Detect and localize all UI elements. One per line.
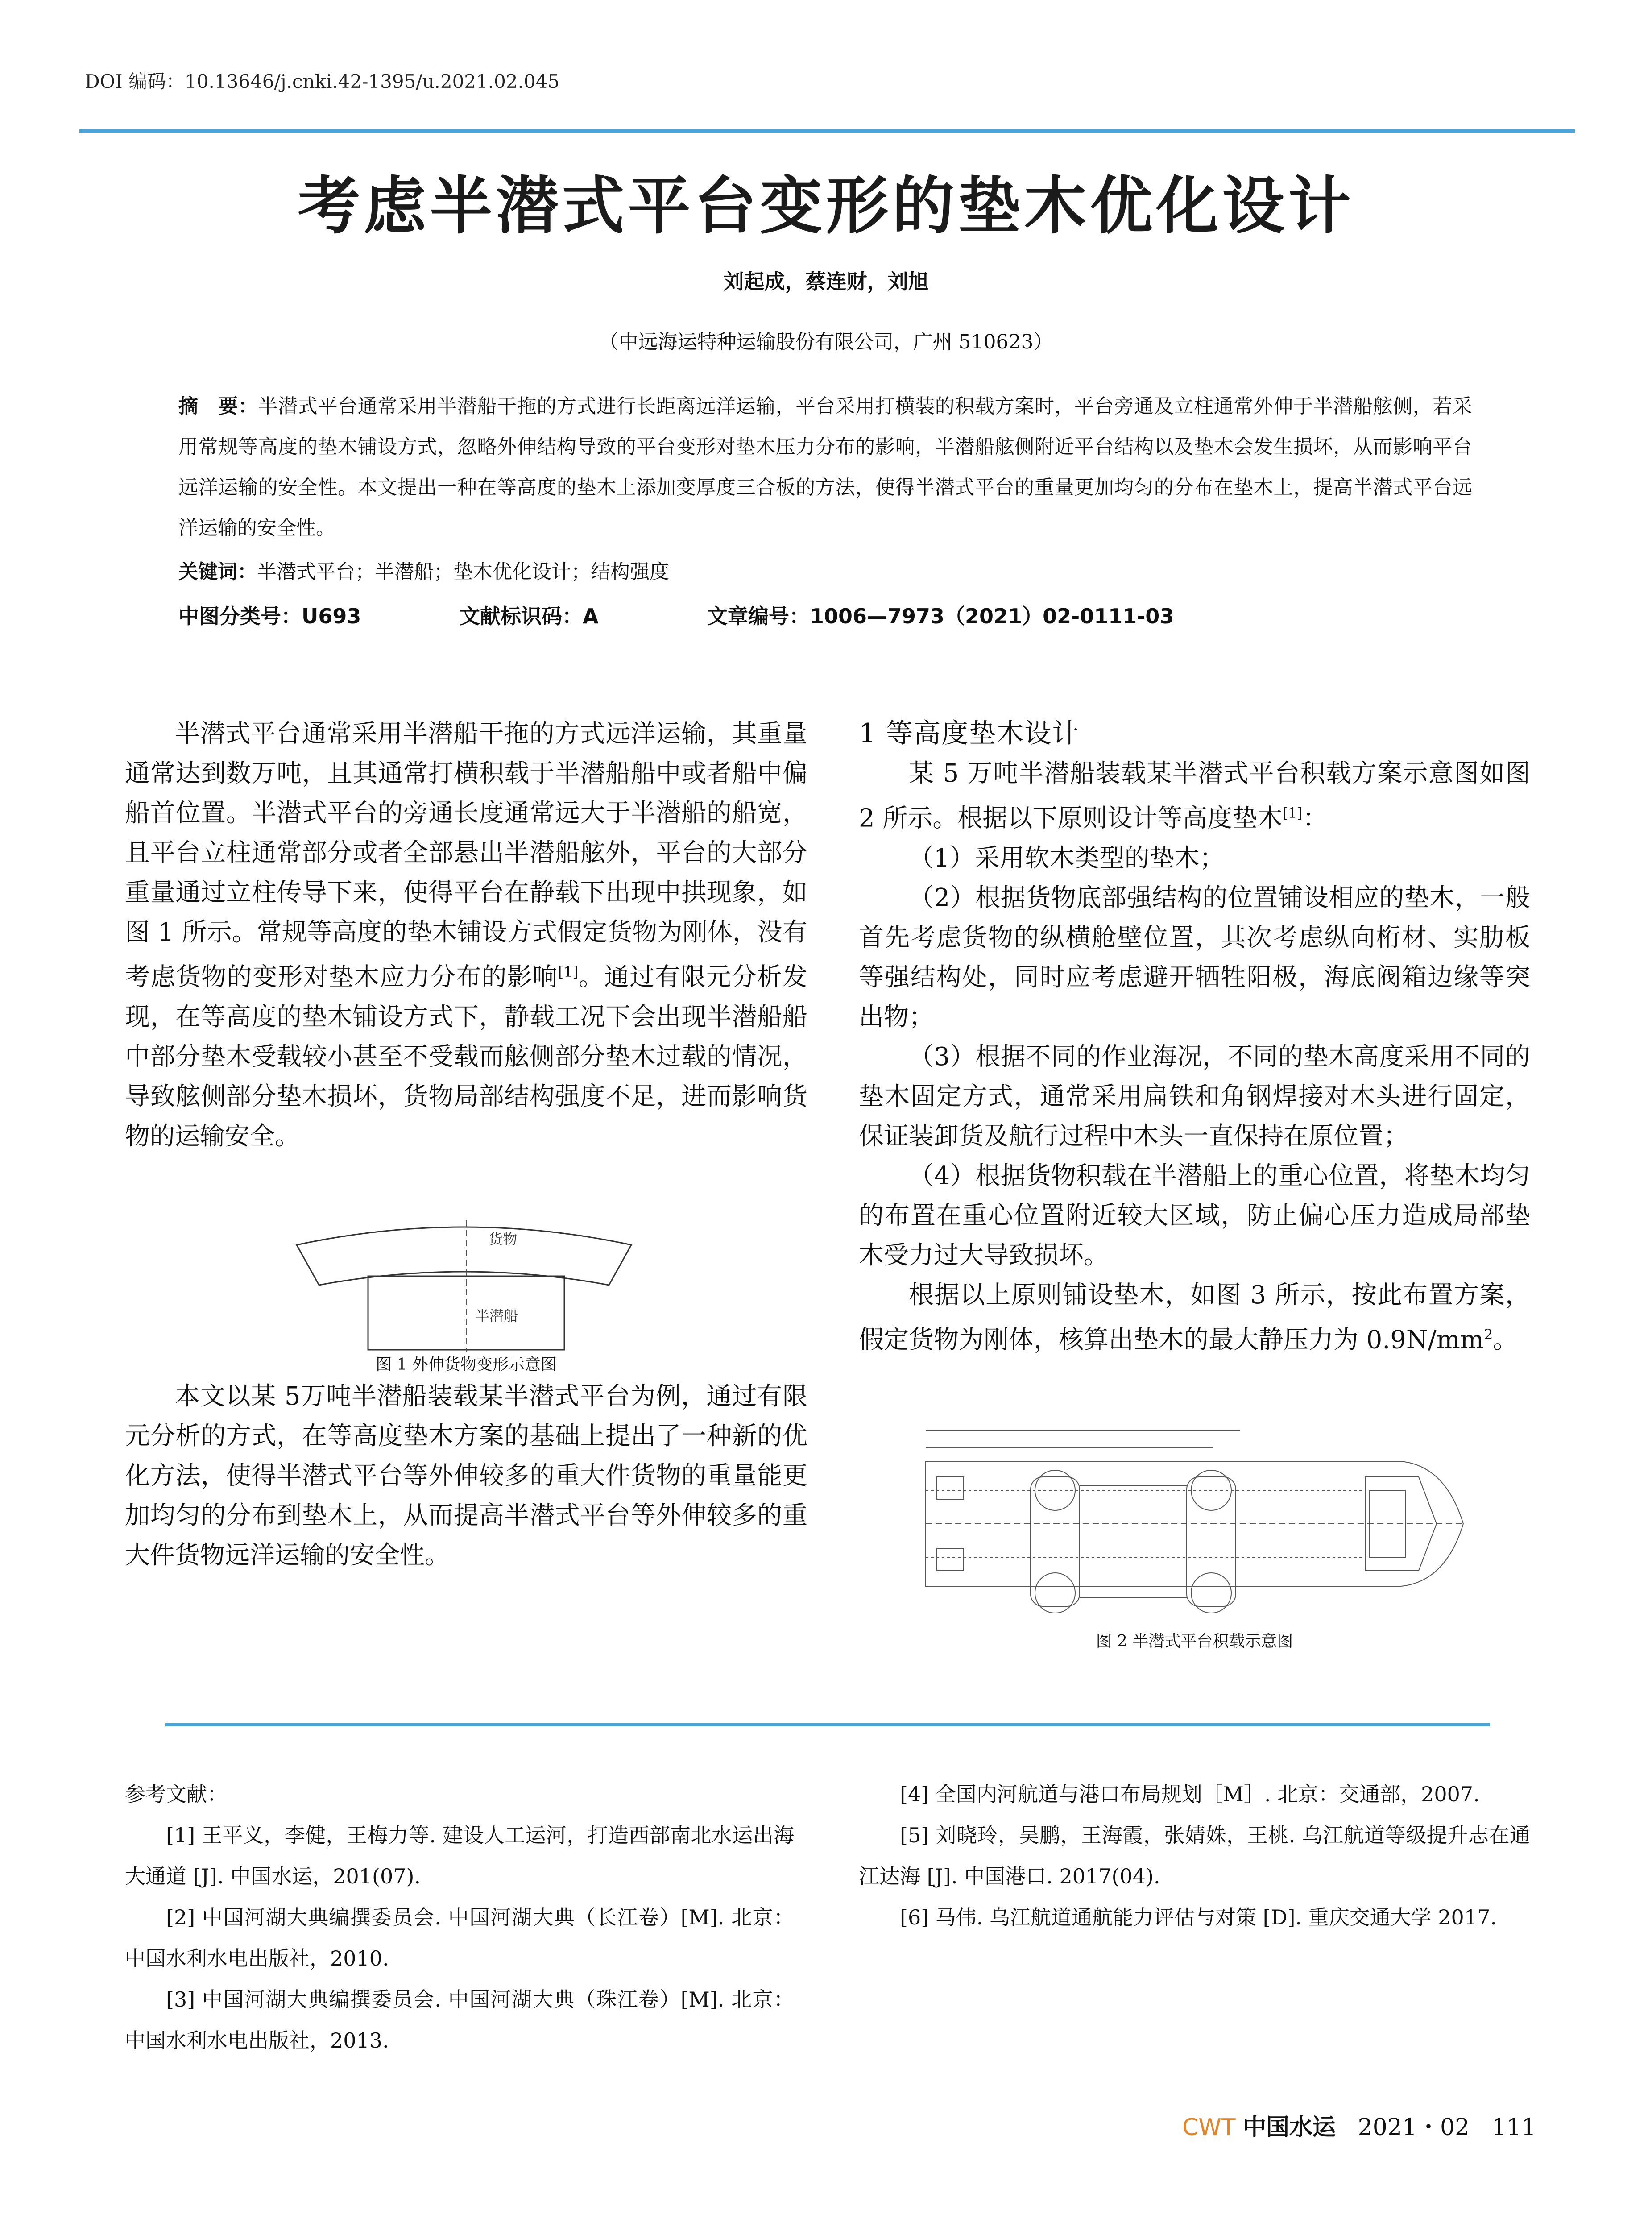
reference-item: [4] 全国内河航道与港口布局规划［M］. 北京：交通部，2007.: [900, 1782, 1480, 1806]
method-paragraph: 本文以某 5万吨半潜船装载某半潜式平台为例，通过有限元分析的方式，在等高度垫木方案的基础上提出了一种新的优化方法，使得半潜式平台等外伸较多的重大件货物的重量能更加均匀的分布到垫木上，从而提高半潜式平台等外伸较多的重大件货物远洋运输的安全性。: [125, 1382, 807, 1570]
header-rule: [79, 129, 1575, 133]
references-right: [859, 1774, 1530, 1938]
platform-column: [1191, 1573, 1231, 1613]
platform-pontoon: [1031, 1477, 1080, 1606]
principle-3: （3）根据不同的作业海况，不同的垫木高度采用不同的垫木固定方式，通常采用扁铁和角钢焊接对木头进行固定，保证装卸货及航行过程中木头一直保持在原位置；: [859, 1042, 1530, 1151]
abstract-text: 半潜式平台通常采用半潜船干拖的方式进行长距离远洋运输，平台采用打横装的积载方案时，平台旁通及立柱通常外伸于半潜船舷侧，若采用常规等高度的垫木铺设方式，忽略外伸结构导致的平台变形对垫木压力分布的影响，半潜船舷侧附近平台结构以及垫木会发生损坏，从而影响平台远洋运输的安全性。本文提出一种在等高度的垫木上添加变厚度三合板的方法，使得半潜式平台的重量更加均匀的分布在垫木上，提高半潜式平台远洋运输的安全性。: [178, 395, 1472, 539]
reference-item: [5] 刘晓玲，吴鹏，王海霞，张婧姝，王桃. 乌江航道等级提升志在通江达海 [J]. 中国港口. 2017(04).: [859, 1823, 1530, 1888]
figure-2-caption: 图 2 半潜式平台积载示意图: [1096, 1632, 1293, 1650]
figure-1-diagram: [294, 1218, 633, 1356]
keywords-label: 关键词：: [178, 560, 257, 583]
principle-2: （2）根据货物底部强结构的位置铺设相应的垫木，一般首先考虑货物的纵横舱壁位置，其次考虑纵向桁材、实肋板等强结构处，同时应考虑避开牺牲阳极，海底阀箱边缘等突出物；: [859, 883, 1530, 1032]
reference-item: [6] 马伟. 乌江航道通航能力评估与对策 [D]. 重庆交通大学 2017.: [900, 1905, 1497, 1929]
left-column: [125, 714, 807, 1156]
section-1-title: 1 等高度垫木设计: [859, 718, 1080, 749]
reference-item: [2] 中国河湖大典编撰委员会. 中国河湖大典（长江卷）[M]. 北京：中国水利水电出版社，2010.: [125, 1905, 794, 1970]
superscript-2: 2: [1483, 1326, 1493, 1343]
reference-item: [1] 王平义，李健，王梅力等. 建设人工运河，打造西部南北水运出海大通道 [J]. 中国水运，201(07).: [125, 1823, 794, 1888]
cargo-label: 货物: [489, 1231, 518, 1248]
page-footer: [1182, 2108, 1536, 2142]
result-paragraph: 根据以上原则铺设垫木，如图 3 所示，按此布置方案，假定货物为刚体，核算出垫木的最大静压力为 $0.9N/mm^2$。: [859, 1280, 1530, 1355]
principle-4: （4）根据货物积载在半潜船上的重心位置，将垫木均匀的布置在重心位置附近较大区域，防止偏心压力造成局部垫木受力过大导致损坏。: [859, 1161, 1530, 1270]
abstract-label: 摘 要：: [178, 395, 258, 418]
principle-1: （1）采用软木类型的垫木；: [909, 843, 1225, 873]
figure-1-caption: 图 1 外伸货物变形示意图: [376, 1356, 557, 1374]
left-column-continued: [125, 1377, 807, 1575]
abstract: [178, 386, 1472, 548]
authors: 刘起成，蔡连财，刘旭: [723, 270, 929, 294]
brand-logo: CWT: [1182, 2114, 1236, 2141]
references-left: [125, 1774, 794, 2061]
section-intro: 某 5 万吨半潜船装载某半潜式平台积载方案示意图如图 2 所示。根据以下原则设计等高度垫木[1]：: [859, 759, 1530, 833]
doi-line: DOI 编码：10.13646/j.cnki.42-1395/u.2021.02.045: [85, 70, 560, 92]
clc-code: 中图分类号：U693: [178, 604, 361, 628]
citation-ref: [1]: [558, 963, 579, 980]
reference-item: [3] 中国河湖大典编撰委员会. 中国河湖大典（珠江卷）[M]. 北京：中国水利水电出版社，2013.: [125, 1987, 794, 2053]
figure-2-diagram: [919, 1423, 1468, 1624]
platform-pontoon: [1187, 1477, 1236, 1606]
keywords-text: 半潜式平台；半潜船；垫木优化设计；结构强度: [257, 560, 669, 583]
journal-name: 中国水运: [1243, 2114, 1336, 2141]
document-code: 文献标识码：A: [460, 604, 599, 628]
right-column: [859, 714, 1530, 1360]
keywords: [178, 556, 1472, 584]
stern-detail: [937, 1548, 964, 1571]
paper-title: 考虑半潜式平台变形的垫木优化设计: [298, 170, 1354, 243]
platform-column: [1035, 1573, 1075, 1613]
ship-label: 半潜船: [475, 1307, 518, 1324]
issue-number: 2021・02: [1358, 2114, 1470, 2141]
stern-detail: [937, 1477, 964, 1499]
section-divider: [165, 1723, 1490, 1726]
page-number: 111: [1491, 2114, 1536, 2141]
intro-paragraph: 半潜式平台通常采用半潜船干拖的方式远洋运输，其重量通常达到数万吨，且其通常打横积载于半潜船船中或者船中偏船首位置。半潜式平台的旁通长度通常远大于半潜船的船宽，且平台立柱通常部分或者全部悬出半潜船舷外，平台的大部分重量通过立柱传导下来，使得平台在静载下出现中拱现象，如图 1 所示。常规等高度的垫木铺设方式假定货物为刚体，没有考虑货物的变形对垫木应力分布的影响[1]。通过有限元分析发现，在等高度的垫木铺设方式下，静载工况下会出现半潜船船中部分垫木受载较小甚至不受载而舷侧部分垫木过载的情况，导致舷侧部分垫木损坏，货物局部结构强度不足，进而影响货物的运输安全。: [125, 719, 808, 1151]
article-number: 文章编号：1006—7973（2021）02-0111-03: [707, 604, 1174, 628]
affiliation: （中远海运特种运输股份有限公司，广州 510623）: [599, 331, 1053, 353]
references-heading: 参考文献：: [125, 1782, 228, 1806]
citation-ref: [1]: [1282, 804, 1303, 821]
